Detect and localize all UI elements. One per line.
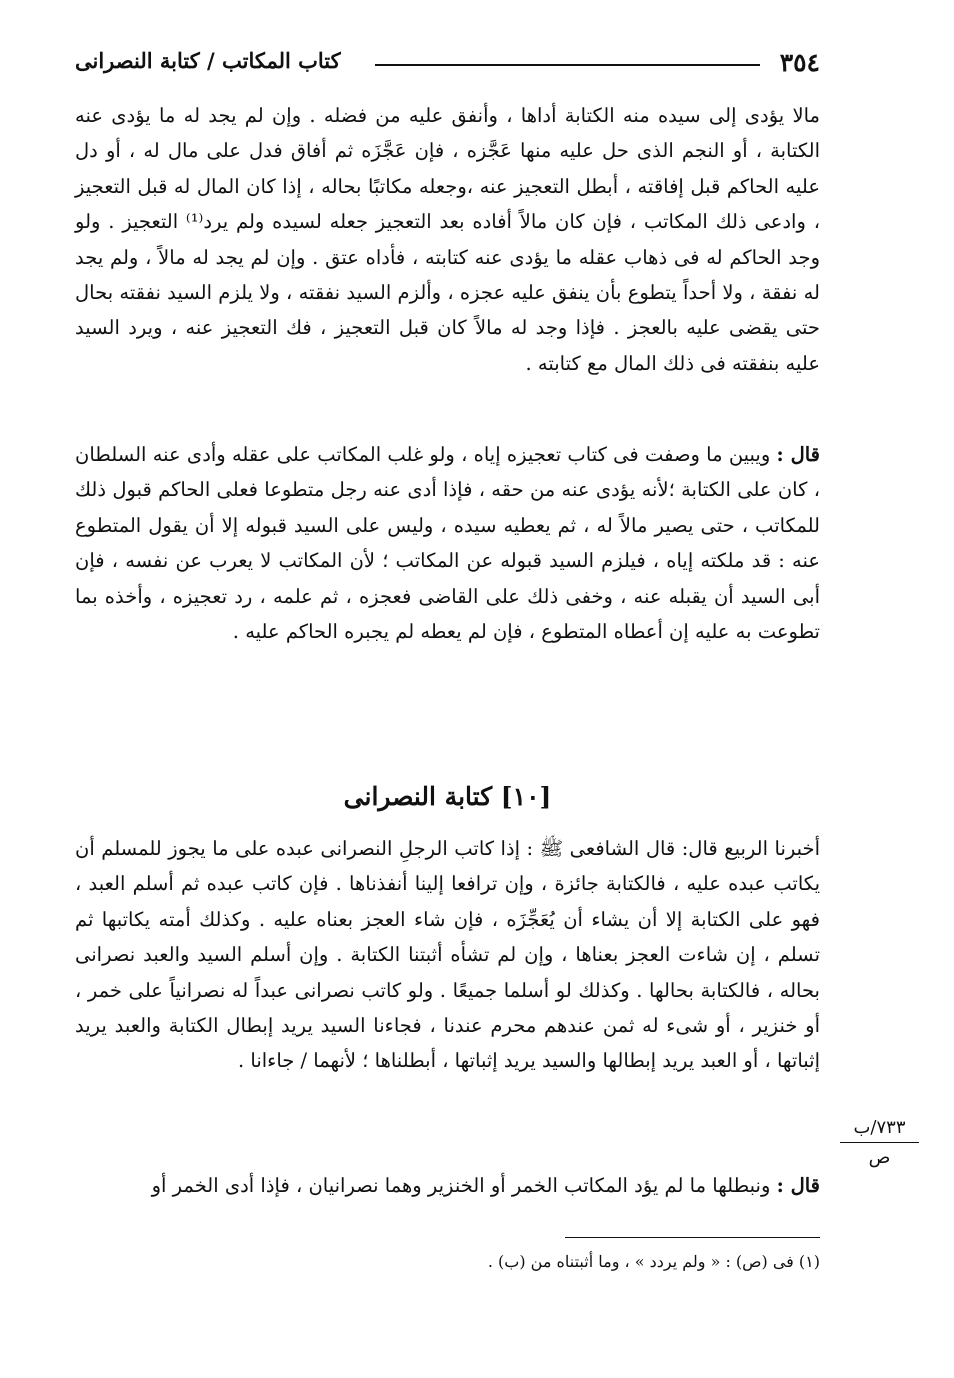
margin-note-rule: [840, 1142, 919, 1143]
paragraph-2-text: ويبين ما وصفت فى كتاب تعجيزه إياه ، ولو غلب المكاتب على عقله وأدى عنه السلطان ، كان على الكتابة ؛لأنه يؤدى عنه من حقه ، فإذا أدى عنه رجل متطوعا فعلى الحاكم قبول ذلك للمكاتب ، حتى يصير مالاً له ، ثم يعطيه سيده ، وليس على السيد قبوله إلا أن يقول المتطوع عنه : قد ملكته إياه ، فيلزم السيد قبوله عن المكاتب ؛ لأن المكاتب لا يعرب عن نفسه ، فإن أبى السيد أن يقبله عنه ، وخفى ذلك على القاضى فعجزه ، ثم علمه ، رد تعجيزه ، وأخذه بما تطوعت به عليه إن أعطاه المتطوع ، فإن لم يعطه لم يجبره الحاكم عليه .: [75, 443, 820, 644]
footnote: (١) فى (ص) : « ولم يردد » ، وما أثبتناه من (ب) .: [487, 1252, 820, 1271]
paragraph-2: [75, 437, 820, 649]
paragraph-3: أخبرنا الربيع قال: قال الشافعى ﷺ : إذا كاتب الرجلِ النصرانى عبده على ما يجوز للمسلم أن يكاتب عبده عليه ، فالكتابة جائزة ، وإن ترافعا إلينا أنفذناها . فإن كاتب عبده ثم أسلم العبد ، فهو على الكتابة إلا أن يشاء أن يُعَجِّزَه ، فإن شاء العجز بعناه عليه . وكذلك أمته يكاتبها ثم تسلم ، إن شاءت العجز بعناها ، وإن لم تشأه أثبتنا الكتابة . وإن أسلم السيد والعبد نصرانى بحاله ، فالكتابة بحالها . وكذلك لو أسلما جميعًا . ولو كاتب نصرانى عبداً له نصرانياً على خمر ، أو خنزير ، أو شىء له ثمن عندهم محرم عندنا ، فجاءنا السيد يريد إبطال الكتابة والعبد يريد إثباتها ، أو العبد يريد إبطالها والسيد يريد إثباتها ، أبطلناها ؛ لأنهما / جاءانا .: [75, 837, 820, 1073]
margin-note-source: ص: [868, 1147, 891, 1168]
header-rule: [375, 64, 760, 66]
page-number: ٣٥٤: [779, 48, 820, 77]
paragraph-2-lead: قال :: [776, 443, 820, 466]
section-heading: [١٠] كتابة النصرانى: [343, 782, 552, 811]
paragraph-1: مالا يؤدى إلى سيده منه الكتابة أداها ، وأنفق عليه من فضله . وإن لم يجد له ما يؤدى عنه الكتابة ، أو النجم الذى حل عليه منها عَجَّزه ، فإن عَجَّزَه ثم أفاق فدل على مال له ، أو دل عليه الحاكم قبل إفاقته ، أبطل التعجيز عنه ،وجعله مكاتبًا بحاله ، إذا كان المال له قبل التعجيز ، وادعى ذلك المكاتب ، فإن كان مالاً أفاده بعد التعجيز جعله لسيده ولم يرد⁽¹⁾ التعجيز . ولو وجد الحاكم له فى ذهاب عقله ما يؤدى عنه كتابته ، فأداه عتق . وإن لم يجد له مالاً ، ولم يجد له نفقة ، ولا أحداً يتطوع بأن ينفق عليه عجزه ، وألزم السيد نفقته ، ولا يلزم السيد نفقته بحال حتى يقضى عليه بالعجز . فإذا وجد له مالاً كان قبل التعجيز ، فك التعجيز عنه ، ويرد السيد عليه بنفقته فى ذلك المال مع كتابته .: [75, 104, 820, 375]
footnote-rule: [565, 1237, 820, 1238]
margin-note-folio: ٧٣٣/ب: [853, 1117, 906, 1138]
paragraph-4-text: ونبطلها ما لم يؤد المكاتب الخمر أو الخنزير وهما نصرانيان ، فإذا أدى الخمر أو: [151, 1174, 777, 1197]
running-title: كتاب المكاتب / كتابة النصرانى: [75, 48, 341, 73]
margin-note: [832, 1117, 927, 1169]
paragraph-4-lead: قال :: [776, 1174, 820, 1197]
running-header: [75, 44, 820, 84]
paragraph-4: [75, 1168, 820, 1203]
